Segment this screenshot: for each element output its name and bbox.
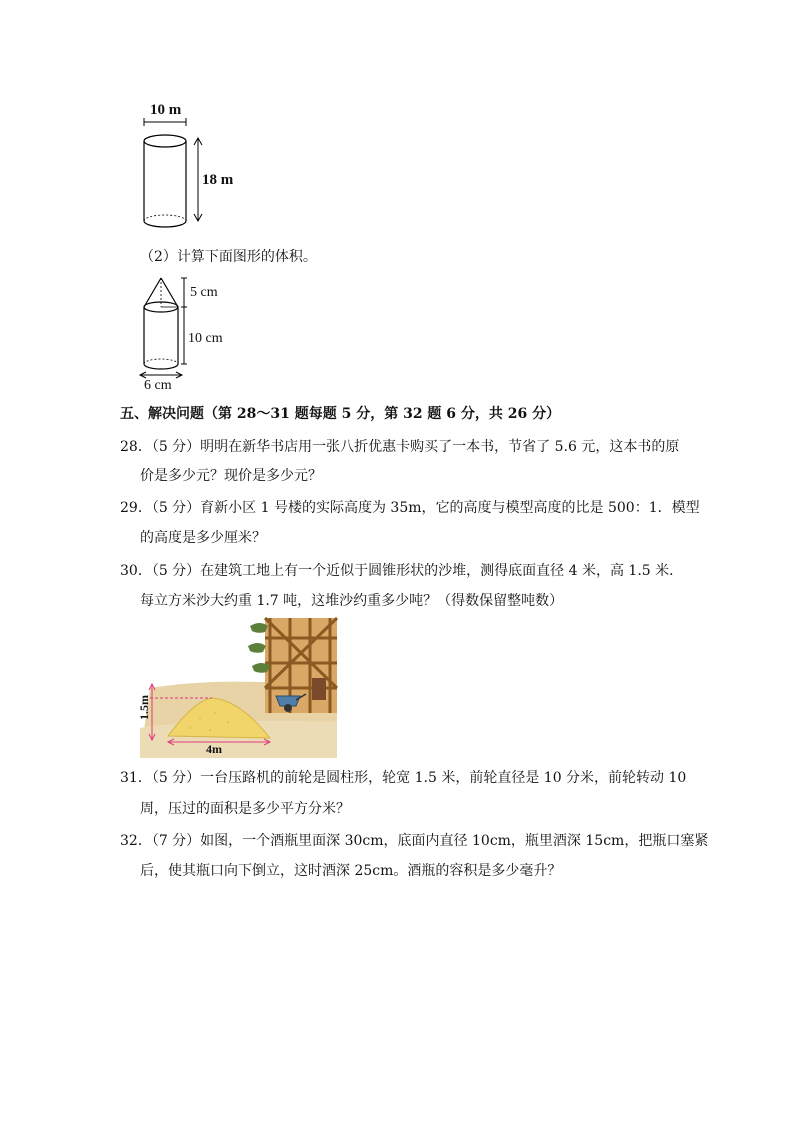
q31-line2: 周，压过的面积是多少平方分米？ [140,801,350,817]
cylinder-height-label: 10 cm [188,331,223,346]
q29-line1: 29．（5 分）育新小区 1 号楼的实际高度为 35m，它的高度与模型高度的比是 500：1．模型 [120,500,700,516]
q31-line1: 31．（5 分）一台压路机的前轮是圆柱形，轮宽 1.5 米，前轮直径是 10 分米，前轮转动 10 [120,770,687,786]
height-label: 18 m [202,172,234,188]
q30-line1: 30．（5 分）在建筑工地上有一个近似于圆锥形状的沙堆，测得底面直径 4 米，高 1.5 米． [120,563,684,579]
figure-cylinder [136,100,241,235]
q29-line2: 的高度是多少厘米？ [140,530,266,546]
q28-line1: 28．（5 分）明明在新华书店用一张八折优惠卡购买了一本书，节省了 5.6 元，这本书的原 [120,439,680,455]
cylinder-drawing [136,100,241,235]
q32-line2: 后，使其瓶口向下倒立，这时酒深 25cm。酒瓶的容积是多少毫升？ [140,863,562,879]
sand-pile-illustration [140,618,337,758]
part2-prompt: （2）计算下面图形的体积。 [140,249,317,265]
sand-height-label: 1.5m [137,695,151,720]
diameter-label: 10 m [150,102,182,118]
figure-cone-cylinder [136,272,246,397]
q30-line2: 每立方米沙大约重 1.7 吨，这堆沙约重多少吨？（得数保留整吨数） [140,593,564,609]
q28-line2: 价是多少元？现价是多少元？ [140,468,322,484]
q32-line1: 32．（7 分）如图，一个酒瓶里面深 30cm，底面内直径 10cm，瓶里酒深 15cm，把瓶口塞紧 [120,833,709,849]
figure-sand-pile [137,618,337,758]
diameter-label: 6 cm [144,378,172,393]
section-heading: 五、解决问题（第 28～31 题每题 5 分，第 32 题 6 分，共 26 分） [120,406,561,422]
sand-diameter-label: 4m [206,742,222,756]
cone-height-label: 5 cm [190,285,218,300]
